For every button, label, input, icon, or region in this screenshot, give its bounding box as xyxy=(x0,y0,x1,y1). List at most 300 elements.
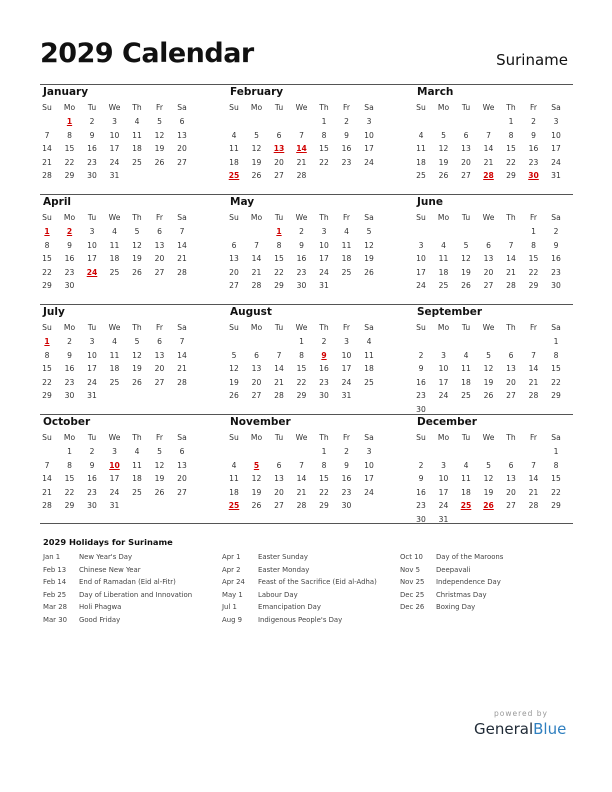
weekday-label: Sa xyxy=(551,103,561,112)
day-cell: 25 xyxy=(109,377,120,387)
day-cell: 4 xyxy=(441,240,446,250)
day-cell: 28 xyxy=(177,377,187,387)
day-cell: 13 xyxy=(229,254,239,264)
weekday-label: Su xyxy=(42,323,52,332)
weekday-label: Th xyxy=(132,213,142,222)
day-cell: 20 xyxy=(506,377,516,387)
holiday-name: Chinese New Year xyxy=(79,565,141,574)
month-name: December xyxy=(417,416,477,428)
day-cell: 7 xyxy=(508,240,514,250)
day-cell: 23 xyxy=(341,487,352,497)
holiday-date: Mar 28 xyxy=(43,603,67,612)
day-cell: 22 xyxy=(551,377,561,387)
weekday-label: Mo xyxy=(437,323,450,332)
holiday-date: Apr 24 xyxy=(222,578,245,587)
day-cell: 15 xyxy=(506,144,516,154)
day-cell: 4 xyxy=(366,337,372,346)
weekday-label: Su xyxy=(416,433,426,442)
holiday-date: Jan 1 xyxy=(43,553,61,561)
day-cell: 5 xyxy=(254,130,259,140)
day-cell: 20 xyxy=(461,157,471,167)
day-cell: 18 xyxy=(229,487,239,497)
day-cell: 25 xyxy=(438,281,449,291)
day-cell: 17 xyxy=(416,267,426,277)
holiday-name: Day of the Maroons xyxy=(436,553,504,561)
weekday-label: Fr xyxy=(156,323,163,332)
holiday-date: Mar 30 xyxy=(43,615,67,624)
day-cell: 7 xyxy=(299,130,304,140)
day-cell: 8 xyxy=(44,350,50,360)
day-cell: 31 xyxy=(87,391,97,401)
day-cell: 5 xyxy=(157,117,162,126)
day-cell: 17 xyxy=(87,364,97,374)
holidays-title: 2029 Holidays for Suriname xyxy=(43,537,173,547)
day-cell: 20 xyxy=(177,144,187,154)
day-cell: 13 xyxy=(506,364,516,374)
day-cell: 12 xyxy=(154,130,165,140)
holiday-date: Feb 14 xyxy=(43,578,67,587)
day-cell: 3 xyxy=(89,337,95,346)
day-cell: 4 xyxy=(112,227,117,236)
day-cell: 4 xyxy=(418,130,424,140)
day-cell: 25 xyxy=(109,267,120,277)
weekday-label: Th xyxy=(132,103,142,112)
weekday-label: Mo xyxy=(63,213,76,222)
day-cell: 28 xyxy=(42,501,52,511)
day-cell: 12 xyxy=(132,350,142,360)
holiday-name: Independence Day xyxy=(436,578,501,587)
day-cell: 24 xyxy=(341,377,352,387)
day-cell: 5 xyxy=(157,447,162,456)
day-cell: 30 xyxy=(87,171,97,181)
holiday-day-cell: 1 xyxy=(44,227,50,236)
day-cell: 21 xyxy=(483,157,494,167)
day-cell: 12 xyxy=(483,474,494,484)
day-cell: 9 xyxy=(67,350,72,360)
day-cell: 16 xyxy=(416,377,426,387)
day-cell: 18 xyxy=(109,254,120,264)
day-cell: 9 xyxy=(418,364,424,374)
day-cell: 16 xyxy=(319,364,329,374)
day-cell: 31 xyxy=(319,281,329,291)
weekday-label: Su xyxy=(42,213,52,222)
day-cell: 18 xyxy=(132,144,142,154)
holiday-day-cell: 2 xyxy=(66,227,73,236)
weekday-label: Mo xyxy=(63,433,76,442)
day-cell: 24 xyxy=(364,487,374,497)
day-cell: 21 xyxy=(42,157,52,167)
day-cell: 22 xyxy=(42,377,52,387)
weekday-label: We xyxy=(295,323,308,332)
day-cell: 22 xyxy=(64,157,75,167)
day-cell: 16 xyxy=(528,144,539,154)
day-cell: 14 xyxy=(296,474,307,484)
day-cell: 3 xyxy=(321,227,327,236)
day-cell: 11 xyxy=(229,474,239,484)
holiday-name: Good Friday xyxy=(79,615,121,624)
holiday-date: Apr 2 xyxy=(222,565,241,574)
holiday-date: May 1 xyxy=(222,590,243,599)
day-cell: 2 xyxy=(321,337,327,346)
day-cell: 6 xyxy=(179,447,185,456)
day-cell: 6 xyxy=(463,130,469,140)
day-cell: 28 xyxy=(296,171,307,181)
day-cell: 4 xyxy=(463,350,469,360)
weekday-label: Mo xyxy=(63,103,76,112)
month-name: September xyxy=(417,306,483,318)
weekday-label: Tu xyxy=(274,433,284,442)
holiday-date: Feb 25 xyxy=(43,590,67,599)
day-cell: 23 xyxy=(87,157,97,167)
weekday-label: We xyxy=(295,103,308,112)
day-cell: 10 xyxy=(438,474,449,484)
day-cell: 23 xyxy=(64,377,75,387)
day-cell: 2 xyxy=(553,227,559,236)
day-cell: 7 xyxy=(531,460,536,470)
day-cell: 8 xyxy=(553,350,559,360)
day-cell: 22 xyxy=(274,267,284,277)
day-cell: 18 xyxy=(229,157,239,167)
day-cell: 13 xyxy=(154,240,165,250)
day-cell: 17 xyxy=(109,144,120,154)
day-cell: 12 xyxy=(438,144,449,154)
weekday-label: Fr xyxy=(156,213,163,222)
holiday-name: Easter Sunday xyxy=(258,553,308,561)
day-cell: 31 xyxy=(109,501,120,511)
day-cell: 3 xyxy=(344,337,349,346)
month-name: June xyxy=(417,196,443,208)
day-cell: 26 xyxy=(229,391,239,401)
day-cell: 23 xyxy=(87,487,97,497)
day-cell: 13 xyxy=(461,144,471,154)
day-cell: 14 xyxy=(177,240,187,250)
weekday-label: We xyxy=(482,323,495,332)
day-cell: 23 xyxy=(341,157,352,167)
day-cell: 13 xyxy=(274,474,284,484)
day-cell: 22 xyxy=(296,377,307,387)
day-cell: 6 xyxy=(276,460,282,470)
holiday-day-cell: 30 xyxy=(528,171,539,181)
day-cell: 25 xyxy=(132,487,142,497)
day-cell: 16 xyxy=(341,474,352,484)
day-cell: 26 xyxy=(154,157,165,167)
day-cell: 11 xyxy=(364,350,374,360)
month-row-divider xyxy=(40,84,573,85)
day-cell: 27 xyxy=(274,501,284,511)
day-cell: 5 xyxy=(463,240,469,250)
day-cell: 24 xyxy=(109,487,120,497)
day-cell: 2 xyxy=(418,350,424,360)
day-cell: 8 xyxy=(67,130,72,140)
day-cell: 15 xyxy=(296,364,307,374)
day-cell: 10 xyxy=(438,364,449,374)
day-cell: 20 xyxy=(154,254,165,264)
day-cell: 1 xyxy=(553,447,559,456)
day-cell: 18 xyxy=(461,487,471,497)
day-cell: 29 xyxy=(64,171,75,181)
day-cell: 30 xyxy=(64,391,75,401)
day-cell: 16 xyxy=(341,144,352,154)
day-cell: 13 xyxy=(154,350,165,360)
holiday-day-cell: 25 xyxy=(228,171,240,181)
day-cell: 6 xyxy=(179,117,185,126)
day-cell: 20 xyxy=(177,474,187,484)
day-cell: 24 xyxy=(87,377,97,387)
day-cell: 7 xyxy=(44,130,50,140)
holiday-day-cell: 5 xyxy=(253,460,260,470)
holiday-name: Day of Liberation and Innovation xyxy=(79,590,193,599)
weekday-label: Fr xyxy=(343,213,350,222)
weekday-label: Su xyxy=(229,323,239,332)
weekday-label: Mo xyxy=(63,323,76,332)
weekday-label: Su xyxy=(42,103,52,112)
day-cell: 17 xyxy=(109,474,120,484)
day-cell: 19 xyxy=(229,377,239,387)
day-cell: 23 xyxy=(319,377,329,387)
day-cell: 27 xyxy=(154,267,165,277)
weekday-label: Su xyxy=(229,433,239,442)
day-cell: 11 xyxy=(461,474,471,484)
day-cell: 28 xyxy=(251,281,262,291)
weekday-label: Tu xyxy=(87,103,97,112)
day-cell: 18 xyxy=(109,364,120,374)
weekday-label: Sa xyxy=(364,433,374,442)
weekday-label: Mo xyxy=(437,433,450,442)
day-cell: 12 xyxy=(364,240,374,250)
weekday-label: Tu xyxy=(87,433,97,442)
day-cell: 14 xyxy=(528,364,539,374)
day-cell: 12 xyxy=(483,364,494,374)
day-cell: 7 xyxy=(179,227,185,236)
day-cell: 21 xyxy=(274,377,284,387)
day-cell: 6 xyxy=(276,130,282,140)
day-cell: 16 xyxy=(296,254,307,264)
day-cell: 6 xyxy=(486,240,491,250)
day-cell: 23 xyxy=(416,501,426,511)
day-cell: 21 xyxy=(296,157,307,167)
day-cell: 2 xyxy=(67,337,72,346)
day-cell: 2 xyxy=(418,460,424,470)
day-cell: 16 xyxy=(64,364,75,374)
day-cell: 20 xyxy=(506,487,516,497)
day-cell: 8 xyxy=(44,240,50,250)
day-cell: 6 xyxy=(508,350,514,360)
day-cell: 17 xyxy=(341,364,352,374)
day-cell: 30 xyxy=(416,405,426,414)
day-cell: 1 xyxy=(508,117,514,126)
day-cell: 13 xyxy=(483,254,494,264)
day-cell: 27 xyxy=(274,171,284,181)
day-cell: 1 xyxy=(321,117,327,126)
weekday-label: Mo xyxy=(250,323,263,332)
day-cell: 20 xyxy=(483,267,494,277)
day-cell: 27 xyxy=(506,391,516,401)
holiday-date: Oct 10 xyxy=(400,553,423,561)
day-cell: 28 xyxy=(528,391,539,401)
holiday-date: Nov 25 xyxy=(400,578,425,587)
month-name: January xyxy=(43,86,89,98)
day-cell: 25 xyxy=(132,157,142,167)
holiday-day-cell: 25 xyxy=(460,501,472,511)
holiday-name: Holi Phagwa xyxy=(79,603,122,612)
day-cell: 6 xyxy=(157,337,162,346)
day-cell: 8 xyxy=(508,130,514,140)
weekday-label: Sa xyxy=(364,103,374,112)
day-cell: 27 xyxy=(483,281,494,291)
month-row-divider xyxy=(40,414,573,415)
day-cell: 29 xyxy=(296,391,307,401)
day-cell: 20 xyxy=(251,377,262,387)
day-cell: 3 xyxy=(112,447,117,456)
day-cell: 18 xyxy=(364,364,374,374)
day-cell: 20 xyxy=(154,364,165,374)
day-cell: 26 xyxy=(132,377,142,387)
day-cell: 28 xyxy=(177,267,187,277)
day-cell: 3 xyxy=(418,240,424,250)
day-cell: 25 xyxy=(341,267,352,277)
weekday-label: Sa xyxy=(551,323,561,332)
day-cell: 7 xyxy=(44,460,50,470)
day-cell: 29 xyxy=(42,391,52,401)
day-cell: 22 xyxy=(319,157,329,167)
day-cell: 8 xyxy=(321,130,327,140)
weekday-label: Su xyxy=(229,213,239,222)
day-cell: 26 xyxy=(154,487,165,497)
day-cell: 17 xyxy=(319,254,329,264)
weekday-label: Th xyxy=(319,323,329,332)
day-cell: 21 xyxy=(528,487,539,497)
day-cell: 26 xyxy=(251,171,262,181)
day-cell: 19 xyxy=(154,144,165,154)
day-cell: 15 xyxy=(42,364,52,374)
day-cell: 5 xyxy=(134,337,140,346)
day-cell: 21 xyxy=(177,254,187,264)
weekday-label: Sa xyxy=(551,213,561,222)
day-cell: 15 xyxy=(528,254,539,264)
day-cell: 15 xyxy=(42,254,52,264)
day-cell: 3 xyxy=(441,460,446,470)
powered-by-text: powered by xyxy=(494,709,548,718)
day-cell: 16 xyxy=(416,487,426,497)
day-cell: 9 xyxy=(553,240,559,250)
weekday-label: Su xyxy=(229,103,239,112)
weekday-label: Sa xyxy=(177,103,187,112)
day-cell: 28 xyxy=(42,171,52,181)
day-cell: 18 xyxy=(461,377,471,387)
weekday-label: Su xyxy=(416,213,426,222)
day-cell: 3 xyxy=(89,227,95,236)
weekday-label: We xyxy=(108,323,121,332)
day-cell: 3 xyxy=(112,117,117,126)
day-cell: 19 xyxy=(438,157,449,167)
day-cell: 31 xyxy=(341,391,352,401)
day-cell: 25 xyxy=(416,171,426,181)
day-cell: 9 xyxy=(344,460,349,470)
weekday-label: Mo xyxy=(250,103,263,112)
day-cell: 12 xyxy=(132,240,142,250)
weekday-label: We xyxy=(482,433,495,442)
day-cell: 11 xyxy=(109,240,120,250)
day-cell: 30 xyxy=(551,281,561,291)
day-cell: 28 xyxy=(528,501,539,511)
holiday-day-cell: 1 xyxy=(44,337,50,346)
day-cell: 21 xyxy=(506,267,516,277)
day-cell: 28 xyxy=(296,501,307,511)
holiday-date: Nov 5 xyxy=(400,565,421,574)
holiday-date: Dec 25 xyxy=(400,590,425,599)
month-name: March xyxy=(417,86,454,98)
day-cell: 20 xyxy=(274,487,284,497)
holiday-date: Dec 26 xyxy=(400,603,425,612)
brand-logo[interactable] xyxy=(474,720,566,738)
month-row-divider xyxy=(40,523,573,524)
day-cell: 25 xyxy=(461,391,471,401)
weekday-label: We xyxy=(482,213,495,222)
day-cell: 8 xyxy=(531,240,536,250)
day-cell: 2 xyxy=(344,117,349,126)
day-cell: 12 xyxy=(251,474,262,484)
day-cell: 31 xyxy=(438,515,449,524)
weekday-label: Sa xyxy=(177,323,187,332)
day-cell: 27 xyxy=(177,487,187,497)
day-cell: 9 xyxy=(89,460,95,470)
day-cell: 7 xyxy=(179,337,185,346)
day-cell: 14 xyxy=(274,364,284,374)
weekday-label: Mo xyxy=(437,103,450,112)
weekday-label: Tu xyxy=(461,213,471,222)
day-cell: 10 xyxy=(364,460,374,470)
day-cell: 29 xyxy=(506,171,516,181)
weekday-label: We xyxy=(295,433,308,442)
day-cell: 11 xyxy=(416,144,426,154)
weekday-label: Sa xyxy=(364,323,374,332)
holiday-day-cell: 1 xyxy=(66,117,73,126)
day-cell: 7 xyxy=(254,240,259,250)
day-cell: 26 xyxy=(132,267,142,277)
day-cell: 14 xyxy=(42,474,52,484)
holiday-name: Boxing Day xyxy=(436,603,476,612)
holiday-day-cell: 13 xyxy=(273,144,285,154)
day-cell: 11 xyxy=(341,240,352,250)
holiday-date: Feb 13 xyxy=(43,565,67,574)
day-cell: 13 xyxy=(251,364,262,374)
day-cell: 10 xyxy=(319,240,329,250)
day-cell: 4 xyxy=(344,227,349,236)
holiday-name: Indigenous People's Day xyxy=(258,615,343,624)
day-cell: 11 xyxy=(229,144,239,154)
day-cell: 18 xyxy=(341,254,352,264)
day-cell: 13 xyxy=(177,130,187,140)
month-name: April xyxy=(43,196,72,208)
weekday-label: Th xyxy=(506,213,516,222)
day-cell: 9 xyxy=(299,240,304,250)
weekday-label: Sa xyxy=(177,433,187,442)
holiday-day-cell: 28 xyxy=(483,171,494,181)
day-cell: 28 xyxy=(506,281,516,291)
day-cell: 3 xyxy=(553,117,559,126)
day-cell: 2 xyxy=(344,447,349,456)
day-cell: 18 xyxy=(438,267,449,277)
weekday-label: Su xyxy=(416,323,426,332)
day-cell: 5 xyxy=(134,227,140,236)
day-cell: 17 xyxy=(87,254,97,264)
day-cell: 19 xyxy=(483,377,494,387)
day-cell: 9 xyxy=(531,130,536,140)
month-name: November xyxy=(230,416,291,428)
day-cell: 1 xyxy=(531,227,536,236)
day-cell: 15 xyxy=(64,474,75,484)
day-cell: 12 xyxy=(154,460,165,470)
